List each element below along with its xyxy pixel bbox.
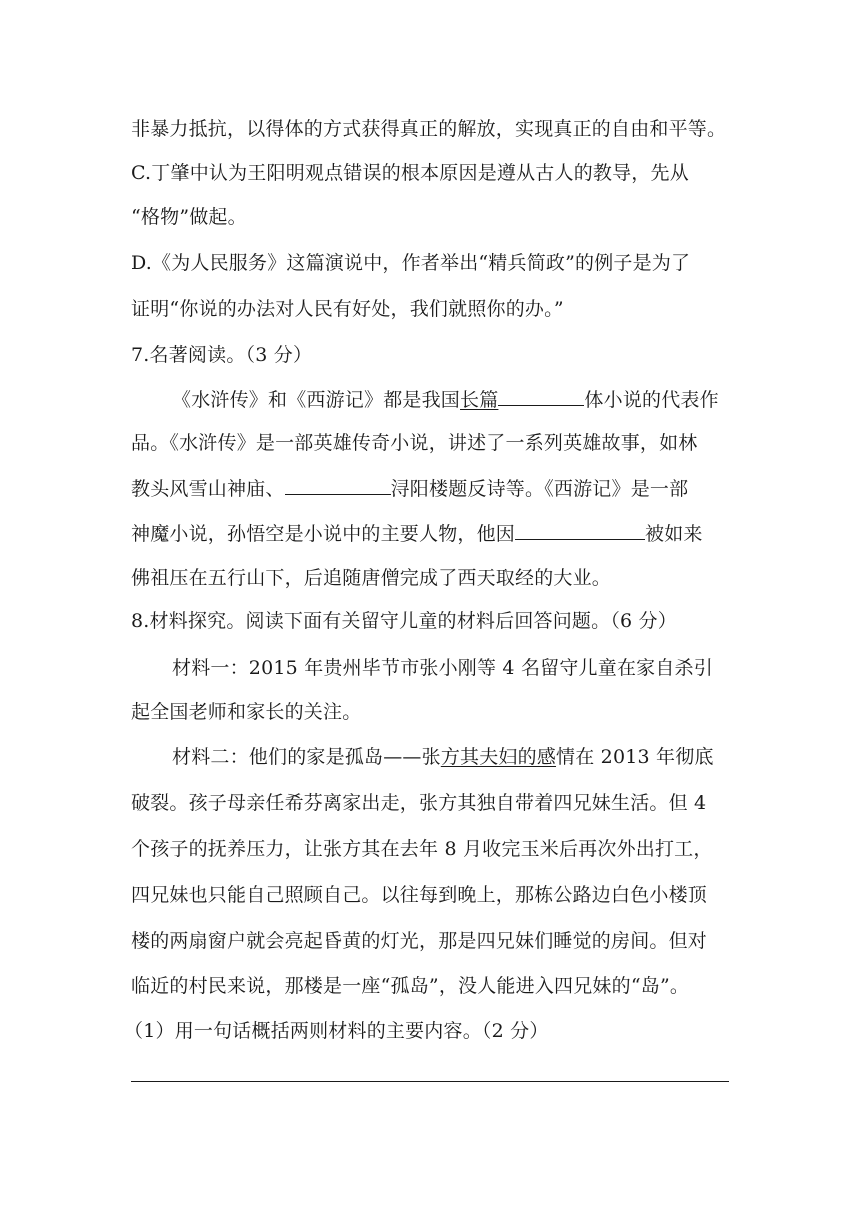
q7-paragraph-line-3	[131, 476, 731, 501]
material-2-line-5: 楼的两扇窗户就会亮起昏黄的灯光，那是四兄妹们睡觉的房间。但对	[131, 930, 708, 952]
material-1-line-1: 材料一：2015 年贵州毕节市张小刚等 4 名留守儿童在家自杀引	[172, 657, 713, 679]
answer-blank-3[interactable]	[515, 521, 645, 540]
material-2-text: 情在 2013 年彻底	[556, 746, 714, 768]
answer-blank-1[interactable]	[498, 387, 584, 406]
q7-paragraph-line-1	[172, 387, 730, 412]
option-b-continuation: 非暴力抵抗，以得体的方式获得真正的解放，实现真正的自由和平等。	[131, 118, 727, 140]
answer-line[interactable]	[131, 1081, 729, 1082]
sub-question-1: （1）用一句话概括两则材料的主要内容。（2 分）	[124, 1020, 549, 1042]
option-d-continuation: 证明“你说的办法对人民有好处，我们就照你的办。”	[131, 298, 564, 320]
option-d: D.《为人民服务》这篇演说中，作者举出“精兵简政”的例子是为了	[131, 252, 691, 274]
q7-text: 《水浒传》和《西游记》都是我国	[172, 389, 461, 411]
material-2-text: 材料二：他们的家是孤岛——张	[172, 746, 441, 768]
q7-paragraph-line-5: 佛祖压在五行山下，后追随唐僧完成了西天取经的大业。	[131, 567, 612, 589]
material-2-line-4: 四兄妹也只能自己照顾自己。以往每到晚上，那栋公路边白色小楼顶	[131, 884, 708, 906]
material-2-line-1	[172, 745, 730, 769]
q7-text: 教头风雪山神庙、	[131, 478, 285, 500]
q7-underlined-text: 长篇	[460, 389, 499, 411]
question-7-heading: 7.名著阅读。（3 分）	[131, 344, 313, 366]
q7-text: 被如来	[645, 523, 703, 545]
option-c-continuation: “格物”做起。	[131, 206, 247, 228]
question-8-heading: 8.材料探究。阅读下面有关留守儿童的材料后回答问题。（6 分）	[131, 610, 677, 632]
material-2-line-6: 临近的村民来说，那楼是一座“孤岛”，没人能进入四兄妹的“岛”。	[131, 975, 690, 997]
material-2-underlined-text: 方其夫妇的感	[440, 746, 557, 768]
q7-paragraph-line-4	[131, 521, 731, 546]
q7-text: 体小说的代表作	[584, 389, 719, 411]
material-2-line-2: 破裂。孩子母亲任希芬离家出走，张方其独自带着四兄妹生活。但 4	[131, 792, 707, 814]
material-1-line-2: 起全国老师和家长的关注。	[131, 701, 362, 723]
material-2-line-3: 个孩子的抚养压力，让张方其在去年 8 月收完玉米后再次外出打工，	[131, 838, 713, 860]
q7-text: 浔阳楼题反诗等。《西游记》是一部	[390, 478, 689, 500]
answer-blank-2[interactable]	[285, 476, 391, 495]
q7-paragraph-line-2: 品。《水浒传》是一部英雄传奇小说，讲述了一系列英雄故事，如林	[131, 432, 698, 454]
q7-text: 神魔小说，孙悟空是小说中的主要人物，他因	[131, 523, 516, 545]
option-c: C.丁肇中认为王阳明观点错误的根本原因是遵从古人的教导，先从	[131, 162, 689, 184]
